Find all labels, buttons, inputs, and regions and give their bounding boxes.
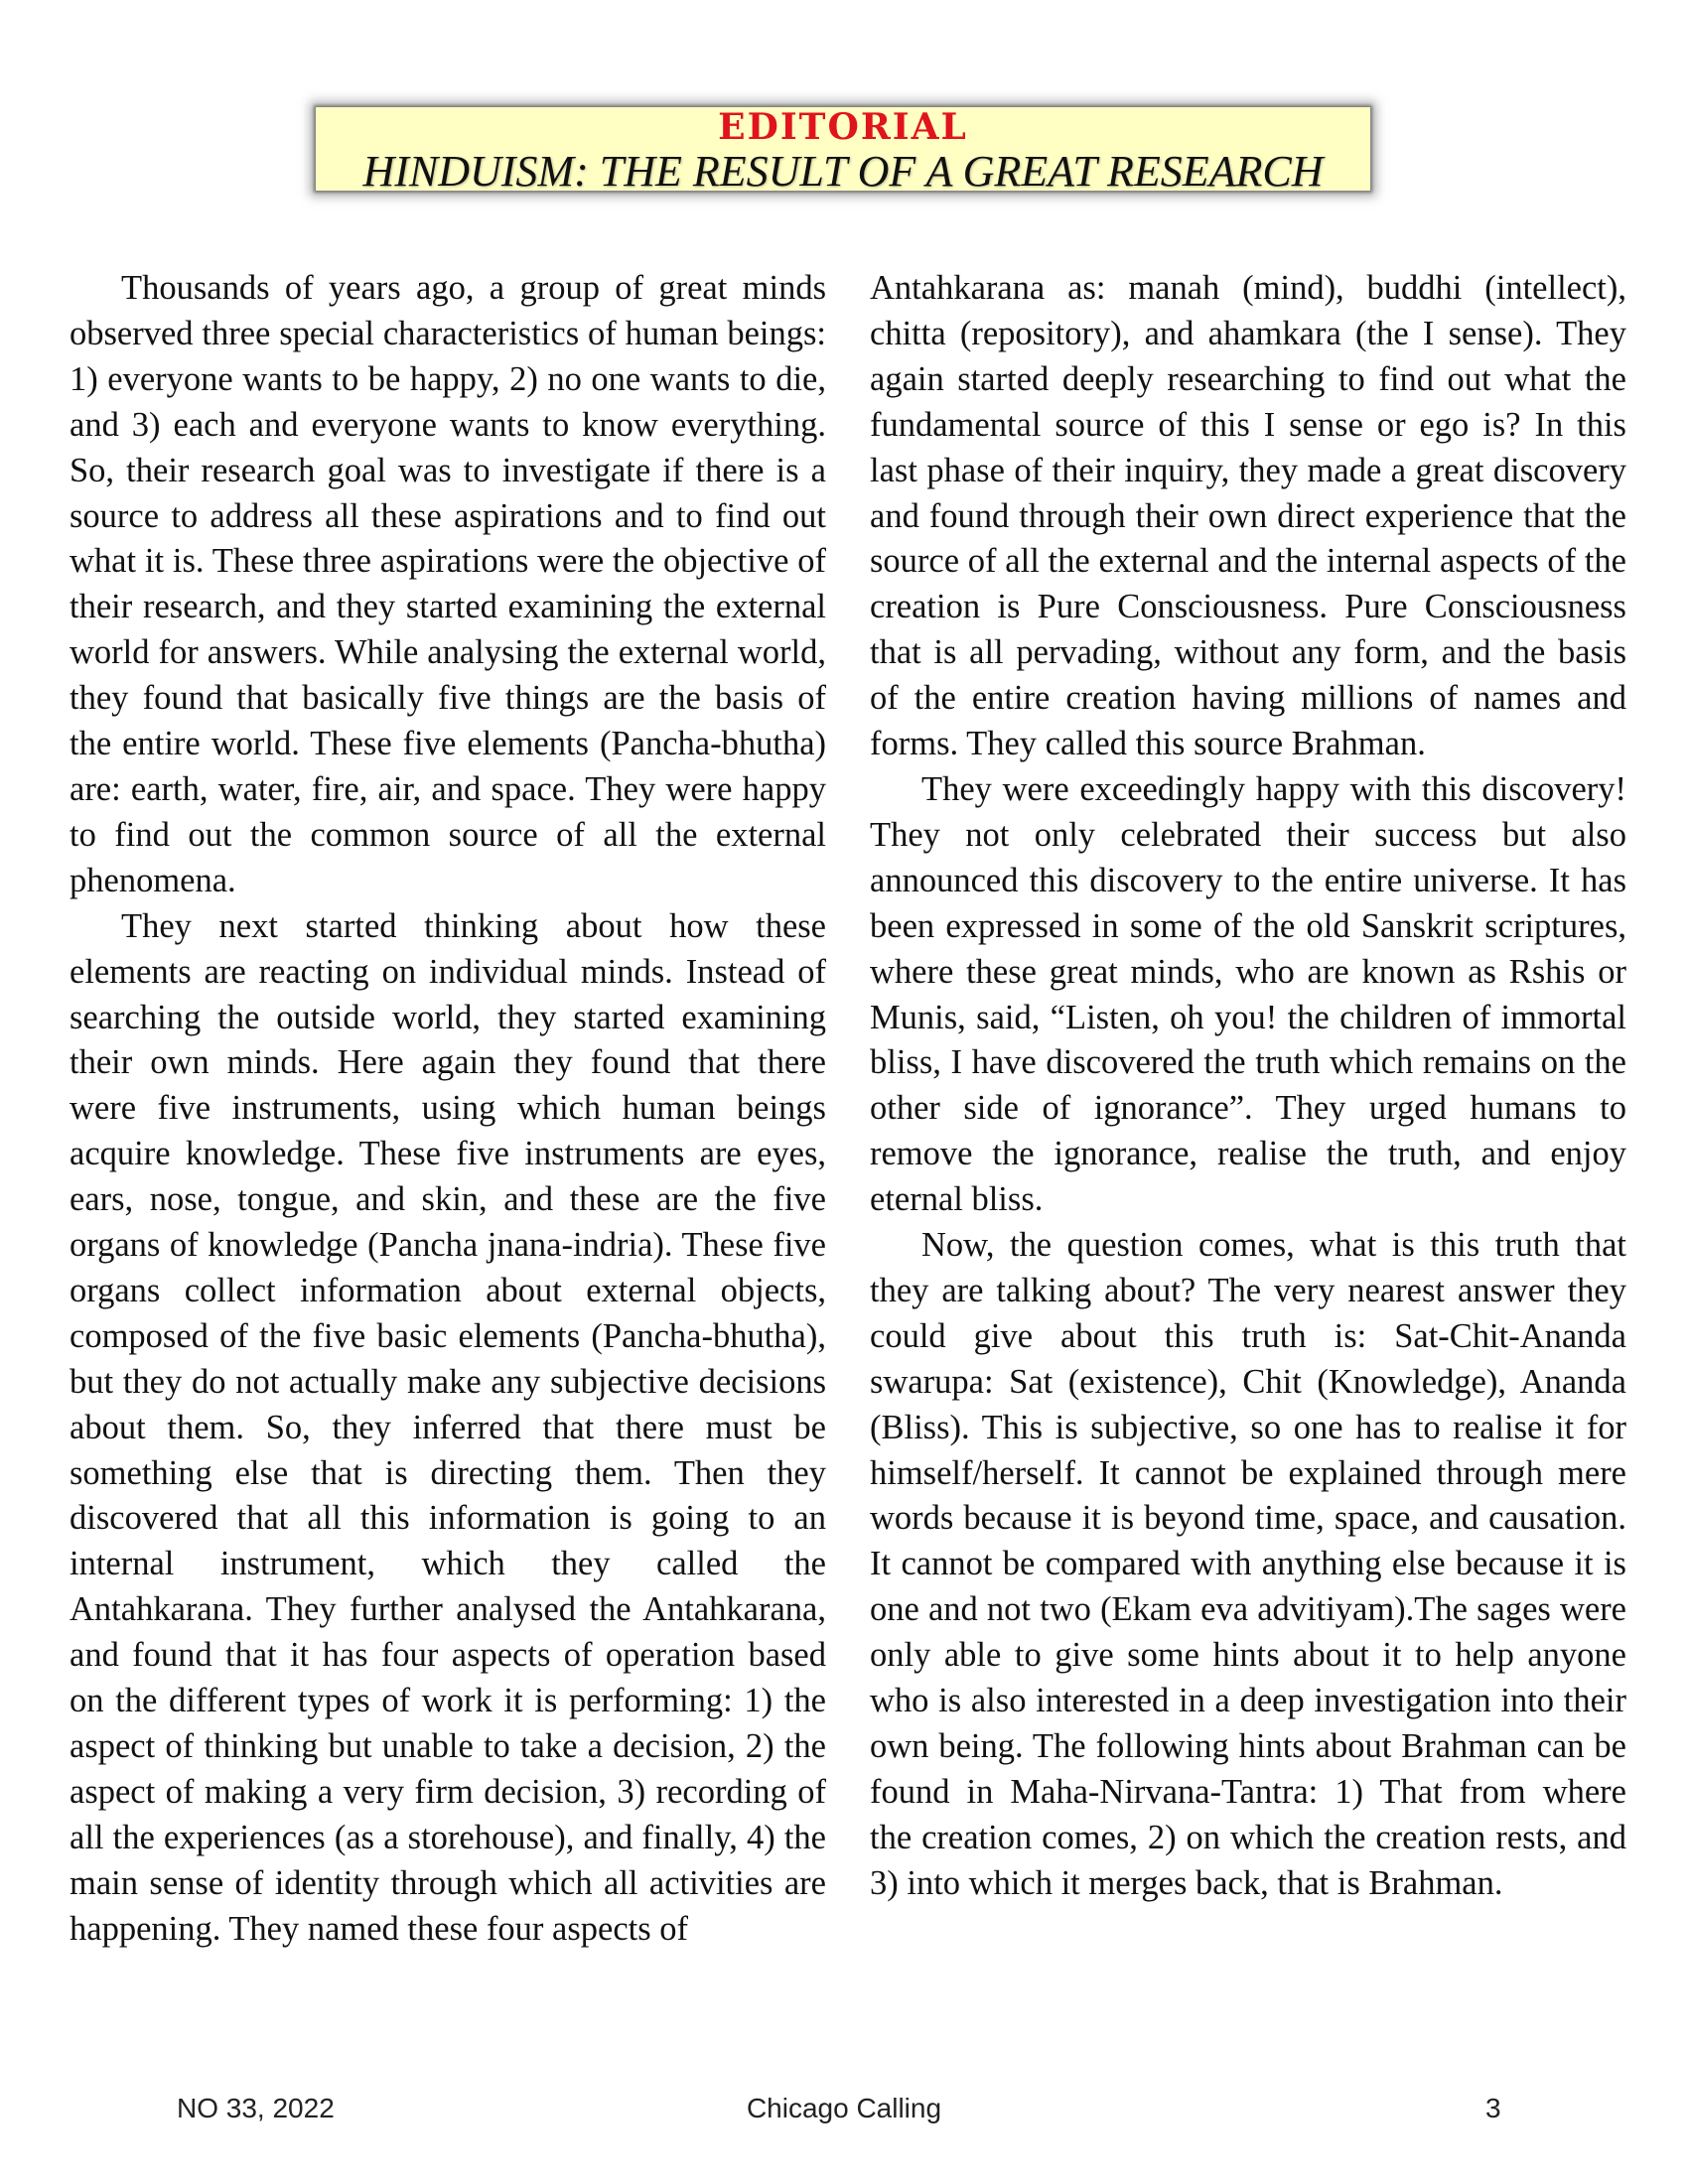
page-number: 3 — [1485, 2093, 1501, 2123]
footer-publication: Chicago Calling — [746, 2093, 942, 2123]
section-label: EDITORIAL — [718, 106, 968, 148]
editorial-title-box — [316, 106, 1370, 196]
paragraph: Now, the question comes, what is this truth that they are talking about? The very nearest answer they could give about this truth is: Sat-Chit-Ananda swarupa: Sat (existence), Chit (Knowledge), Ananda (Bliss). This is subjective, so one has to realise it for himself/herself. It cannot be explained through mere words because it is beyond time, space, and causation. It cannot be compared with anything else because it is one and not two (Ekam eva advitiyam).The sages were only able to give some hints about it to help anyone who is also interested in a deep investigation into their own being. The following hints about Brahman can be found in Maha-Nirvana-Tantra: 1) That from where the creation comes, 2) on which the creation rests, and 3) into which it merges back, that is Brahman. — [870, 1226, 1626, 1902]
paragraph: They next started thinking about how these elements are reacting on individual minds. Instead of searching the outside world, they started examining their own minds. Here again they found that there were five instruments, using which human beings acquire knowledge. These five instruments are eyes, ears, nose, tongue, and skin, and these are the five organs of knowledge (Pancha jnana-indria). These five organs collect information about external objects, composed of the five basic elements (Pancha-bhutha), but they do not actually make any subjective decisions about them. So, they inferred that there must be something else that is directing them. Then they discovered that all this information is going to an internal instrument, which they called the Antahkarana. They further analysed the Antahkarana, and found that it has four aspects of operation based on the different types of work it is performing: 1) the aspect of thinking but unable to take a decision, 2) the aspect of making a very firm decision, 3) recording of all the experiences (as a storehouse), and finally, 4) the main sense of identity through which all activities are happening. They named these four aspects of — [70, 906, 826, 1948]
paragraph: Thousands of years ago, a group of great minds observed three special characteristics of human beings: 1) everyone wants to be happy, 2) no one wants to die, and 3) each and everyone wants to know everything. So, their research goal was to investigate if there is a source to address all these aspirations and to find out what it is. These three aspirations were the objective of their research, and they started examining the external world for answers. While analysing the external world, they found that basically five things are the basis of the entire world. These five elements (Pancha-bhutha) are: earth, water, fire, air, and space. They were happy to find out the common source of all the external phenomena. — [70, 269, 826, 899]
right-column — [870, 266, 1626, 1907]
paragraph: They were exceedingly happy with this discovery! They not only celebrated their success but also announced this discovery to the entire universe. It has been expressed in some of the old Sanskrit scriptures, where these great minds, who are known as Rshis or Munis, said, “Listen, oh you! the children of immortal bliss, I have discovered the truth which remains on the other side of ignorance”. They urged humans to remove the ignorance, realise the truth, and enjoy eternal bliss. — [870, 769, 1626, 1219]
footer-issue: NO 33, 2022 — [177, 2093, 335, 2123]
left-column — [70, 266, 826, 1953]
article-title: HINDUISM: THE RESULT OF A GREAT RESEARCH — [362, 147, 1324, 196]
paragraph-continuation: Antahkarana as: manah (mind), buddhi (intellect), chitta (repository), and ahamkara (the I sense). They again started deeply researching to find out what the fundamental source of this I sense or ego is? In this last phase of their inquiry, they made a great discovery and found through their own direct experience that the source of all the external and the internal aspects of the creation is Pure Consciousness. Pure Consciousness that is all pervading, without any form, and the basis of the entire creation having millions of names and forms. They called this source Brahman. — [870, 269, 1626, 763]
